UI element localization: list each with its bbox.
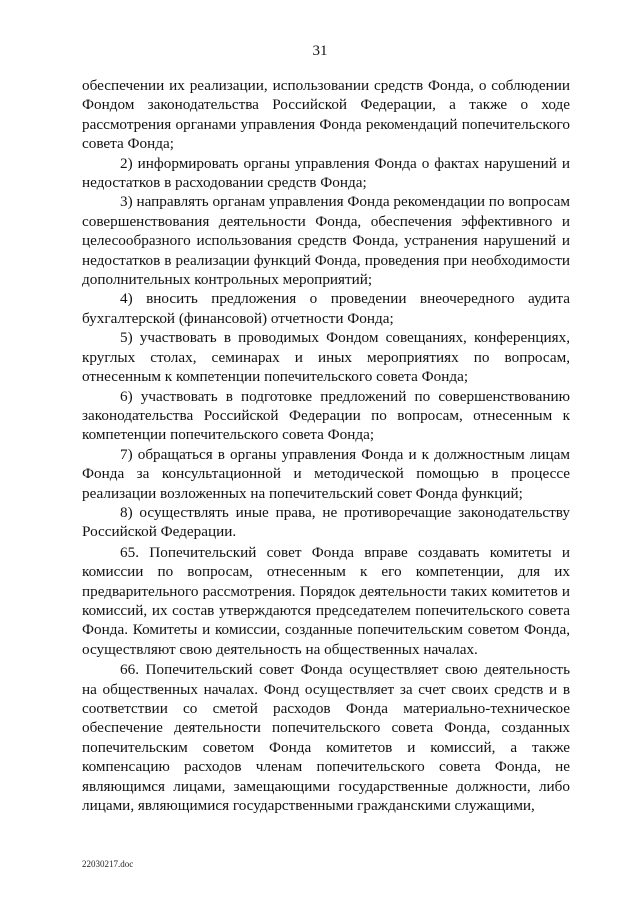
paragraph-item-7: 7) обращаться в органы управления Фонда и к должностным лицам Фонда за консультационной и методической помощью в процессе реализации возложенных на попечительский совет Фонда функций; <box>82 445 570 502</box>
page-number: 31 <box>312 43 328 59</box>
paragraph-continuation: обеспечении их реализации, использовании средств Фонда, о соблюдении Фондом законодательства Российской Федерации, а также о ходе рассмотрения органами управления Фонда рекомендаций попечительского совета Фонда; <box>82 77 570 153</box>
paragraph-item-3: 3) направлять органам управления Фонда рекомендации по вопросам совершенствования деятельности Фонда, обеспечения эффективного и целесообразного использования средств Фонда, устранения нарушений и недостатков в реализации функций Фонда, проведения при необходимости дополнительных контрольных мероприятий; <box>82 193 570 289</box>
body-text <box>82 76 570 815</box>
paragraph-item-5: 5) участвовать в проводимых Фондом совещаниях, конференциях, круглых столах, семинарах и иных мероприятиях по вопросам, отнесенным к компетенции попечительского совета Фонда; <box>82 329 570 386</box>
paragraph-item-2: 2) информировать органы управления Фонда о фактах нарушений и недостатков в расходовании средств Фонда; <box>82 154 570 192</box>
paragraph-item-6: 6) участвовать в подготовке предложений по совершенствованию законодательства Российской Федерации по вопросам, отнесенным к компетенции попечительского совета Фонда; <box>82 387 570 444</box>
paragraph-item-8: 8) осуществлять иные права, не противоречащие законодательству Российской Федерации. <box>82 503 570 541</box>
paragraph-clause-65: 65. Попечительский совет Фонда вправе создавать комитеты и комиссии по вопросам, отнесенным к его компетенции, для их предварительного рассмотрения. Порядок деятельности таких комитетов и комиссий, их состав утверждаются председателем попечительского совета Фонда. Комитеты и комиссии, созданные попечительским советом Фонда, осуществляют свою деятельность на общественных началах. <box>82 543 570 658</box>
paragraph-clause-66: 66. Попечительский совет Фонда осуществляет свою деятельность на общественных началах. Фонд осуществляет за счет своих средств и в соответствии со сметой расходов Фонда материально-техническое обеспечение деятельности попечительского совета Фонда, созданных попечительским советом Фонда комитетов и комиссий, а также компенсацию расходов членам попечительского совета Фонда, не являющимся лицами, замещающими государственные должности, либо лицами, являющимися государственными гражданскими служащими, <box>82 661 570 815</box>
footer-filename: 22030217.doc <box>82 859 134 869</box>
paragraph-item-4: 4) вносить предложения о проведении внеочередного аудита бухгалтерской (финансовой) отчетности Фонда; <box>82 290 570 327</box>
